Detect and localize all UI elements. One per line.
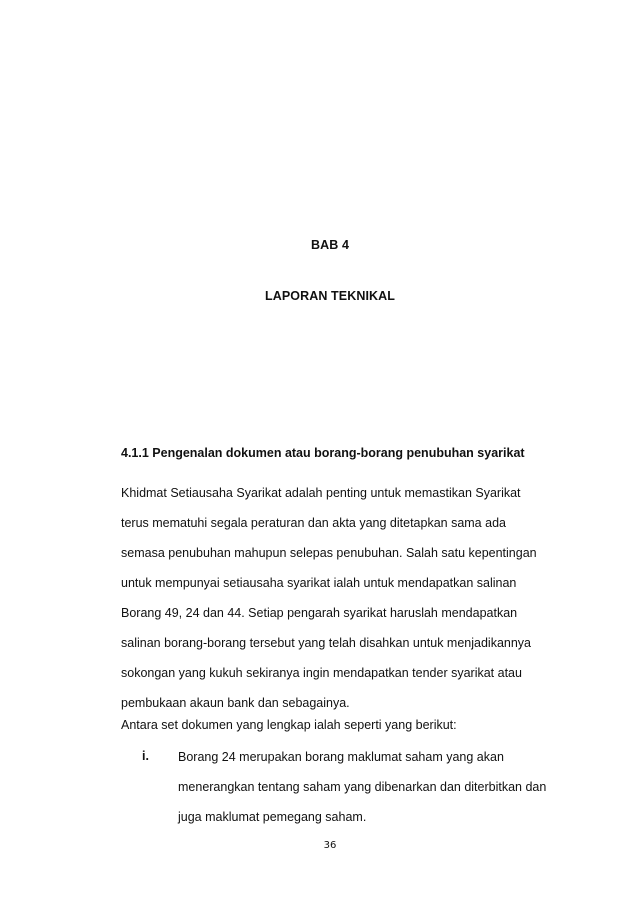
list-intro: Antara set dokumen yang lengkap ialah seperti yang berikut: [121, 718, 457, 732]
list-marker: i. [142, 749, 149, 763]
paragraph-line: Borang 49, 24 dan 44. Setiap pengarah syarikat haruslah mendapatkan [121, 606, 518, 620]
page-number: 36 [323, 840, 337, 851]
list-item-line: menerangkan tentang saham yang dibenarkan dan diterbitkan dan [178, 780, 547, 794]
body-paragraph [121, 485, 571, 725]
list-item-line: juga maklumat pemegang saham. [178, 810, 367, 824]
paragraph-line: Khidmat Setiausaha Syarikat adalah penting untuk memastikan Syarikat [121, 486, 521, 500]
section-heading: 4.1.1 Pengenalan dokumen atau borang-borang penubuhan syarikat [121, 446, 525, 460]
paragraph-line: pembukaan akaun bank dan sebagainya. [121, 696, 350, 710]
chapter-title: LAPORAN TEKNIKAL [264, 289, 396, 303]
chapter-number: BAB 4 [310, 238, 349, 252]
list-item-line: Borang 24 merupakan borang maklumat saham yang akan [178, 750, 504, 764]
paragraph-line: untuk mempunyai setiausaha syarikat ialah untuk mendapatkan salinan [121, 576, 517, 590]
list-item-body [178, 749, 578, 839]
paragraph-line: sokongan yang kukuh sekiranya ingin mendapatkan tender syarikat atau [121, 666, 522, 680]
paragraph-line: semasa penubuhan mahupun selepas penubuhan. Salah satu kepentingan [121, 546, 537, 560]
paragraph-line: terus mematuhi segala peraturan dan akta yang ditetapkan sama ada [121, 516, 506, 530]
paragraph-line: salinan borang-borang tersebut yang telah disahkan untuk menjadikannya [121, 636, 532, 650]
